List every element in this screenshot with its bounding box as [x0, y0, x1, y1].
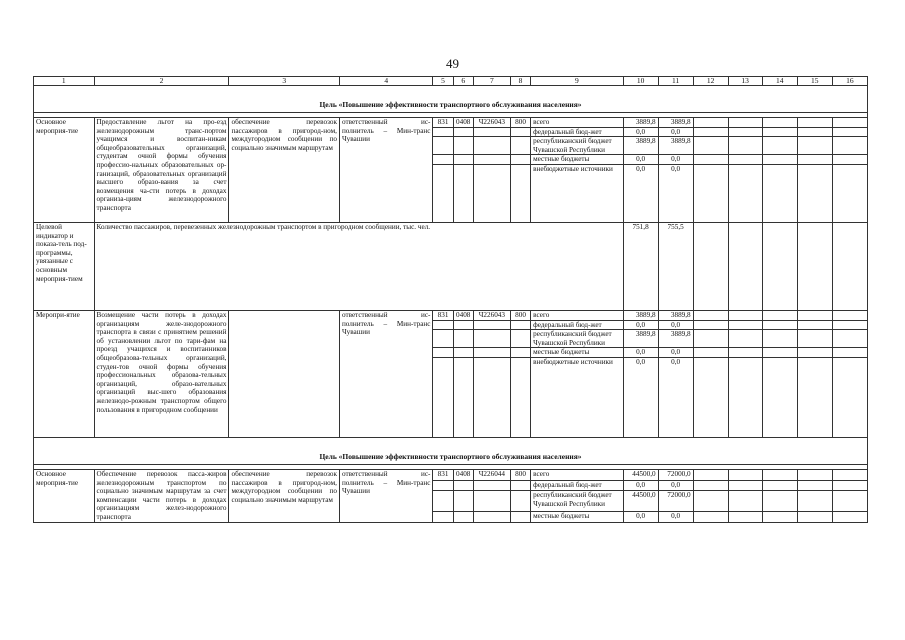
column-number-row — [34, 77, 868, 86]
funding-source: республиканский бюджет Чувашской Республики — [531, 491, 623, 511]
vr-code: 800 — [510, 118, 530, 128]
value-2019: 0,0 — [623, 357, 658, 437]
value-2020: 0,0 — [658, 164, 693, 222]
csr-code: Ч226044 — [473, 469, 510, 480]
value-2020: 0,0 — [658, 480, 693, 491]
csr-code: Ч226043 — [473, 118, 510, 128]
col-header: 7 — [473, 77, 510, 86]
value-2019: 3889,8 — [623, 330, 658, 348]
value-2020: 0,0 — [658, 511, 693, 522]
value-2019: 3889,8 — [623, 137, 658, 155]
value-2020: 0,0 — [658, 357, 693, 437]
value-2020: 72000,0 — [658, 491, 693, 511]
table-row — [34, 310, 868, 320]
value-2019: 0,0 — [623, 320, 658, 330]
goal-title: Цель «Повышение эффективности транспортного обслуживания населения» — [34, 437, 868, 464]
page-number: 49 — [446, 56, 459, 71]
funding-source: местные бюджеты — [531, 155, 623, 165]
funding-source: всего — [531, 310, 623, 320]
row-type: Меропри-ятие — [34, 310, 95, 437]
col-header: 9 — [531, 77, 623, 86]
indicator-row — [34, 222, 868, 310]
indicator-value-2020: 755,5 — [658, 222, 693, 310]
col-header: 15 — [797, 77, 832, 86]
value-2020: 0,0 — [658, 348, 693, 358]
value-2020: 3889,8 — [658, 310, 693, 320]
row-task-empty — [229, 310, 339, 437]
funding-source: всего — [531, 118, 623, 128]
value-2019: 0,0 — [623, 480, 658, 491]
value-2020: 0,0 — [658, 320, 693, 330]
goal-row — [34, 86, 868, 113]
funding-source: федеральный бюд-жет — [531, 320, 623, 330]
col-header: 5 — [433, 77, 453, 86]
row-name: Обеспечение перевозок пасса-жиров железнодорожным транспортом по социально значимым маршрутам за счет компенсации части потерь в доходах организациям желез-нодорожного транспорта — [94, 469, 229, 522]
value-2019: 0,0 — [623, 511, 658, 522]
row-type: Основное мероприя-тие — [34, 118, 95, 223]
row-type: Основное мероприя-тие — [34, 469, 95, 522]
funding-source: местные бюджеты — [531, 511, 623, 522]
value-2019: 0,0 — [623, 164, 658, 222]
col-header: 3 — [229, 77, 339, 86]
value-2020: 3889,8 — [658, 330, 693, 348]
vr-code: 800 — [510, 469, 530, 480]
row-executor: ответственный ис-полнитель – Мин-транс Чувашии — [339, 310, 432, 437]
funding-source: республиканский бюджет Чувашской Республики — [531, 330, 623, 348]
goal-row — [34, 437, 868, 464]
row-name: Предоставление льгот на про-езд железнодорожным транс-портом учащимся и воспитан-никам общеобразовательных организаций, студентам очной формы обучения профессио-нальных образовательных ор-ганизаций, образовательных организаций высшего образо-вания за счет возмещения ча-сти потерь в доходах организа-циям железнодорожного транспорта — [94, 118, 229, 223]
funding-source: республиканский бюджет Чувашской Республики — [531, 137, 623, 155]
funding-source: внебюджетные источники — [531, 164, 623, 222]
value-2020: 3889,8 — [658, 137, 693, 155]
row-name: Возмещение части потерь в доходах организациям желе-знодорожного транспорта в связи с принятием решений об установлении льгот по тари-фам на проезд учащихся и воспитанников общеобразова-тельных организаций, студен-тов очной формы обучения профессиональных образова-тельных организаций, образо-вательных организаций выс-шего образования железнодо-рожным транспортом общего пользования в пригородном сообщении — [94, 310, 229, 437]
funding-source: федеральный бюд-жет — [531, 480, 623, 491]
row-executor: ответственный ис-полнитель – Мин-транс Чувашии — [339, 469, 432, 522]
col-header: 11 — [658, 77, 693, 86]
col-header: 13 — [728, 77, 762, 86]
goal-title: Цель «Повышение эффективности транспортного обслуживания населения» — [34, 86, 868, 113]
col-header: 4 — [339, 77, 432, 86]
rz-code: 0408 — [453, 469, 473, 480]
value-2019: 44500,0 — [623, 469, 658, 480]
funding-source: внебюджетные источники — [531, 357, 623, 437]
grbs-code: 831 — [433, 118, 453, 128]
row-task: обеспечение перевозок пассажиров в пригород-ном, междугородном сообщении по социально значимым маршрутам — [229, 118, 339, 223]
value-2019: 0,0 — [623, 348, 658, 358]
value-2020: 72000,0 — [658, 469, 693, 480]
col-header: 10 — [623, 77, 658, 86]
col-header: 2 — [94, 77, 229, 86]
grbs-code: 831 — [433, 310, 453, 320]
indicator-text: Количество пассажиров, перевезенных железнодорожным транспортом в пригородном сообщении, тыс. чел. — [94, 222, 623, 310]
funding-source: всего — [531, 469, 623, 480]
row-task: обеспечение перевозок пассажиров в пригород-ном, междугородном сообщении по социально значимым маршрутам — [229, 469, 339, 522]
grbs-code: 831 — [433, 469, 453, 480]
row-executor: ответственный ис-полнитель – Мин-транс Чувашии — [339, 118, 432, 223]
funding-source: федеральный бюд-жет — [531, 127, 623, 137]
value-2019: 44500,0 — [623, 491, 658, 511]
col-header: 16 — [832, 77, 867, 86]
value-2019: 0,0 — [623, 127, 658, 137]
program-table — [33, 76, 868, 523]
table-row — [34, 118, 868, 128]
funding-source: местные бюджеты — [531, 348, 623, 358]
indicator-type: Целевой индикатор и показа-тель под-программы, увязанные с основным мероприя-тием — [34, 222, 95, 310]
col-header: 6 — [453, 77, 473, 86]
vr-code: 800 — [510, 310, 530, 320]
value-2019: 3889,8 — [623, 118, 658, 128]
value-2020: 3889,8 — [658, 118, 693, 128]
rz-code: 0408 — [453, 118, 473, 128]
value-2020: 0,0 — [658, 127, 693, 137]
value-2019: 0,0 — [623, 155, 658, 165]
indicator-value-2019: 751,8 — [623, 222, 658, 310]
value-2020: 0,0 — [658, 155, 693, 165]
col-header: 12 — [693, 77, 728, 86]
table-row — [34, 469, 868, 480]
csr-code: Ч226043 — [473, 310, 510, 320]
col-header: 14 — [762, 77, 797, 86]
rz-code: 0408 — [453, 310, 473, 320]
col-header: 1 — [34, 77, 95, 86]
col-header: 8 — [510, 77, 530, 86]
value-2019: 3889,8 — [623, 310, 658, 320]
